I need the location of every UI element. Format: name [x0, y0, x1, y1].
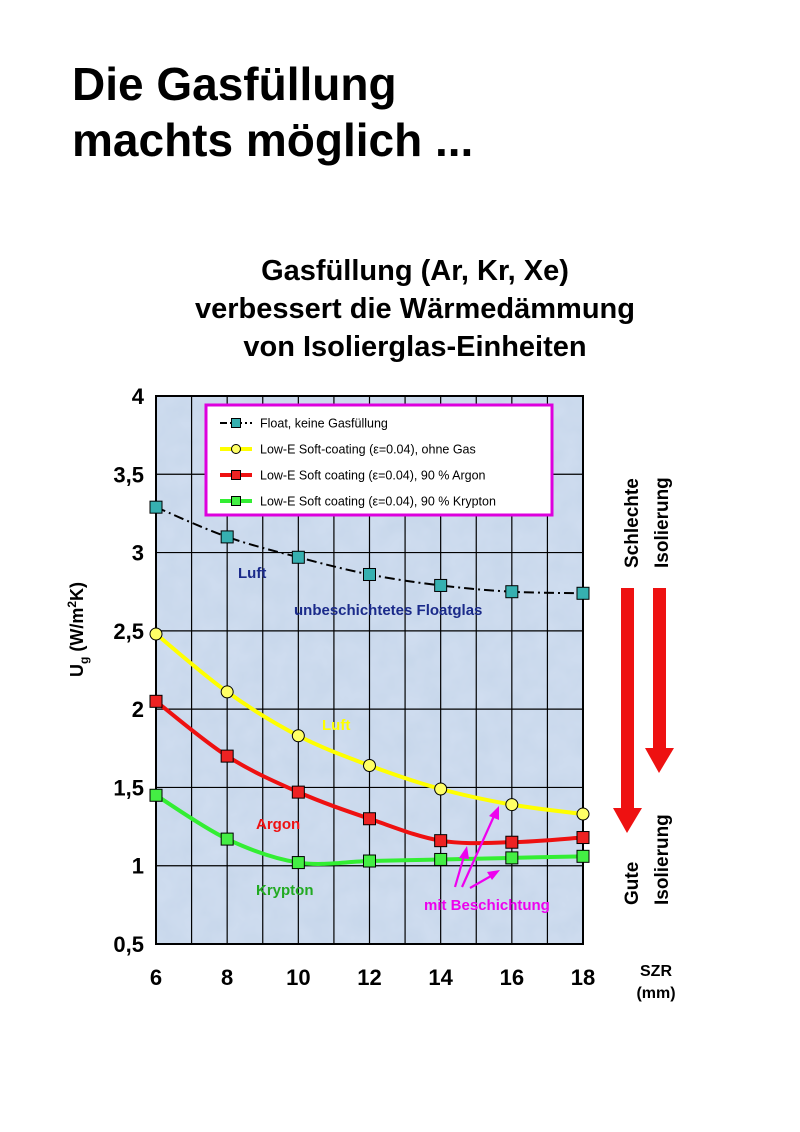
- y-axis-label-symbol: U: [67, 664, 87, 677]
- marker-lowe-krypton-8: [221, 833, 233, 845]
- legend-label-lowe-ohne-gas: Low-E Soft-coating (ε=0.04), ohne Gas: [260, 442, 476, 457]
- annotation-mit-beschichtung: mit Beschichtung: [424, 897, 550, 914]
- y-tick-3: 3: [131, 540, 144, 566]
- x-tick-16: 16: [499, 965, 525, 990]
- marker-float-16: [506, 586, 518, 598]
- label-schlechte: Schlechte: [622, 478, 643, 568]
- marker-float-10: [292, 551, 304, 563]
- marker-float-14: [435, 579, 447, 591]
- marker-lowe-ohne-gas-14: [435, 783, 447, 795]
- annotation-luft-lowe: Luft: [322, 717, 351, 734]
- insulation-arrows: [613, 588, 674, 833]
- marker-lowe-krypton-18: [577, 850, 589, 862]
- marker-lowe-ohne-gas-18: [577, 808, 589, 820]
- x-tick-18: 18: [570, 965, 596, 990]
- x-tick-6: 6: [149, 965, 163, 990]
- marker-lowe-krypton-6: [150, 789, 162, 801]
- legend-marker-lowe-ohne-gas: [232, 445, 241, 454]
- marker-float-12: [364, 568, 376, 580]
- marker-lowe-argon-16: [506, 836, 518, 848]
- marker-lowe-krypton-10: [292, 857, 304, 869]
- x-tick-14: 14: [428, 965, 453, 990]
- heading-line-2: machts möglich ...: [72, 114, 474, 166]
- y-axis-label-subscript: g: [77, 656, 91, 664]
- legend-label-float: Float, keine Gasfüllung: [260, 416, 388, 431]
- marker-lowe-ohne-gas-8: [221, 686, 233, 698]
- legend: [206, 405, 552, 515]
- marker-lowe-argon-14: [435, 835, 447, 847]
- marker-lowe-ohne-gas-6: [150, 628, 162, 640]
- y-axis-label: [65, 582, 91, 677]
- marker-float-8: [221, 531, 233, 543]
- legend-marker-lowe-krypton: [232, 497, 241, 506]
- heading-line-1: Die Gasfüllung: [72, 58, 397, 110]
- insulation-arrow-left-shaft: [621, 588, 634, 810]
- x-axis-label-szr: SZR: [640, 963, 672, 980]
- label-isolierung-top: Isolierung: [652, 477, 673, 568]
- insulation-arrow-left-head: [613, 808, 642, 833]
- marker-lowe-ohne-gas-12: [364, 760, 376, 772]
- insulation-arrow-right-shaft: [653, 588, 666, 750]
- legend-label-lowe-argon: Low-E Soft coating (ε=0.04), 90 % Argon: [260, 468, 486, 483]
- chart-title-line-3: von Isolierglas-Einheiten: [243, 331, 587, 363]
- annotation-argon: Argon: [256, 816, 301, 833]
- marker-lowe-argon-6: [150, 695, 162, 707]
- y-tick-2: 2: [131, 697, 144, 723]
- marker-lowe-argon-18: [577, 832, 589, 844]
- x-tick-10: 10: [286, 965, 311, 990]
- legend-marker-lowe-argon: [232, 471, 241, 480]
- chart-title-line-1: Gasfüllung (Ar, Kr, Xe): [261, 255, 569, 287]
- label-isolierung-bottom: Isolierung: [652, 814, 673, 905]
- x-tick-12: 12: [357, 965, 382, 990]
- marker-lowe-argon-12: [364, 813, 376, 825]
- x-axis-label-unit: (mm): [636, 985, 676, 1002]
- y-tick-1-5: 1,5: [113, 775, 144, 801]
- annotation-luft-float: Luft: [238, 565, 267, 582]
- y-axis-label-unit-superscript: 2: [65, 600, 79, 608]
- y-tick-2-5: 2,5: [113, 618, 144, 644]
- legend-marker-float: [232, 419, 241, 428]
- x-tick-8: 8: [221, 965, 234, 990]
- marker-lowe-argon-10: [292, 786, 304, 798]
- y-tick-4: 4: [131, 384, 144, 409]
- marker-lowe-ohne-gas-16: [506, 799, 518, 811]
- marker-lowe-krypton-14: [435, 853, 447, 865]
- annotation-krypton: Krypton: [256, 882, 314, 899]
- marker-lowe-krypton-12: [364, 855, 376, 867]
- marker-lowe-argon-8: [221, 750, 233, 762]
- marker-float-6: [150, 501, 162, 513]
- y-axis-label-unit-end: K): [67, 581, 87, 601]
- annotation-floatglas: unbeschichtetes Floatglas: [294, 602, 483, 619]
- y-axis-label-unit: (W/m: [67, 607, 87, 657]
- marker-lowe-ohne-gas-10: [292, 730, 304, 742]
- marker-float-18: [577, 587, 589, 599]
- legend-label-lowe-krypton: Low-E Soft coating (ε=0.04), 90 % Krypton: [260, 494, 496, 509]
- marker-lowe-krypton-16: [506, 852, 518, 864]
- label-gute: Gute: [622, 861, 643, 905]
- chart-title-line-2: verbessert die Wärmedämmung: [195, 293, 635, 325]
- insulation-arrow-right-head: [645, 748, 674, 773]
- y-tick-1: 1: [131, 853, 144, 879]
- y-tick-3-5: 3,5: [113, 462, 144, 488]
- y-tick-0-5: 0,5: [113, 932, 144, 957]
